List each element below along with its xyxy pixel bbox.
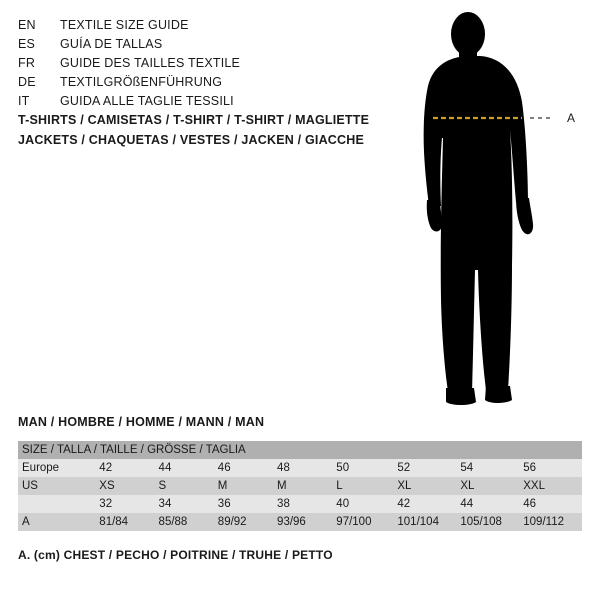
cell: 109/112: [519, 513, 582, 531]
cell: 36: [214, 495, 273, 513]
language-row: [18, 73, 378, 92]
language-code: FR: [18, 56, 36, 70]
language-row: [18, 54, 378, 73]
cell: 85/88: [155, 513, 214, 531]
cell: 81/84: [95, 513, 154, 531]
cell: S: [155, 477, 214, 495]
language-text: GUÍA DE TALLAS: [60, 37, 163, 51]
language-text: TEXTILGRÖßENFÜHRUNG: [60, 75, 223, 89]
size-table: [18, 441, 582, 531]
footnote: A. (cm) CHEST / PECHO / POITRINE / TRUHE / PETTO: [18, 548, 333, 562]
table-header-row: [18, 441, 582, 459]
language-text: GUIDA ALLE TAGLIE TESSILI: [60, 94, 234, 108]
cell: 54: [456, 459, 519, 477]
cell: 52: [393, 459, 456, 477]
language-row: [18, 35, 378, 54]
language-text: GUIDE DES TAILLES TEXTILE: [60, 56, 241, 70]
cell: 101/104: [393, 513, 456, 531]
cell: XL: [456, 477, 519, 495]
row-label: US: [18, 477, 95, 495]
cell: XS: [95, 477, 154, 495]
language-code: EN: [18, 18, 36, 32]
language-code: IT: [18, 94, 30, 108]
cell: 89/92: [214, 513, 273, 531]
language-row: [18, 16, 378, 35]
cell: M: [214, 477, 273, 495]
cell: 44: [456, 495, 519, 513]
cell: 46: [214, 459, 273, 477]
cell: 50: [332, 459, 393, 477]
table-row: [18, 477, 582, 495]
table-title: MAN / HOMBRE / HOMME / MANN / MAN: [18, 415, 265, 429]
cell: 40: [332, 495, 393, 513]
cell: L: [332, 477, 393, 495]
male-silhouette-figure: [400, 10, 600, 410]
table-row: [18, 513, 582, 531]
table-row: [18, 459, 582, 477]
category-tshirts: T-SHIRTS / CAMISETAS / T-SHIRT / T-SHIRT / MAGLIETTE: [18, 113, 370, 127]
silhouette-icon: [400, 10, 600, 410]
row-label: [18, 495, 95, 513]
language-list: [18, 16, 378, 111]
language-row: [18, 92, 378, 111]
language-text: TEXTILE SIZE GUIDE: [60, 18, 189, 32]
cell: XL: [393, 477, 456, 495]
category-jackets: JACKETS / CHAQUETAS / VESTES / JACKEN / GIACCHE: [18, 133, 365, 147]
cell: 38: [273, 495, 332, 513]
cell: XXL: [519, 477, 582, 495]
cell: 32: [95, 495, 154, 513]
cell: M: [273, 477, 332, 495]
table-header-label: SIZE / TALLA / TAILLE / GRÖSSE / TAGLIA: [18, 441, 582, 459]
cell: 93/96: [273, 513, 332, 531]
cell: 105/108: [456, 513, 519, 531]
cell: 34: [155, 495, 214, 513]
measure-label-a: A: [567, 111, 576, 125]
cell: 44: [155, 459, 214, 477]
row-label: A: [18, 513, 95, 531]
language-code: DE: [18, 75, 36, 89]
cell: 48: [273, 459, 332, 477]
category-headings: [18, 110, 418, 150]
cell: 97/100: [332, 513, 393, 531]
row-label: Europe: [18, 459, 95, 477]
cell: 56: [519, 459, 582, 477]
cell: 42: [393, 495, 456, 513]
language-code: ES: [18, 37, 36, 51]
cell: 42: [95, 459, 154, 477]
table-row: [18, 495, 582, 513]
cell: 46: [519, 495, 582, 513]
